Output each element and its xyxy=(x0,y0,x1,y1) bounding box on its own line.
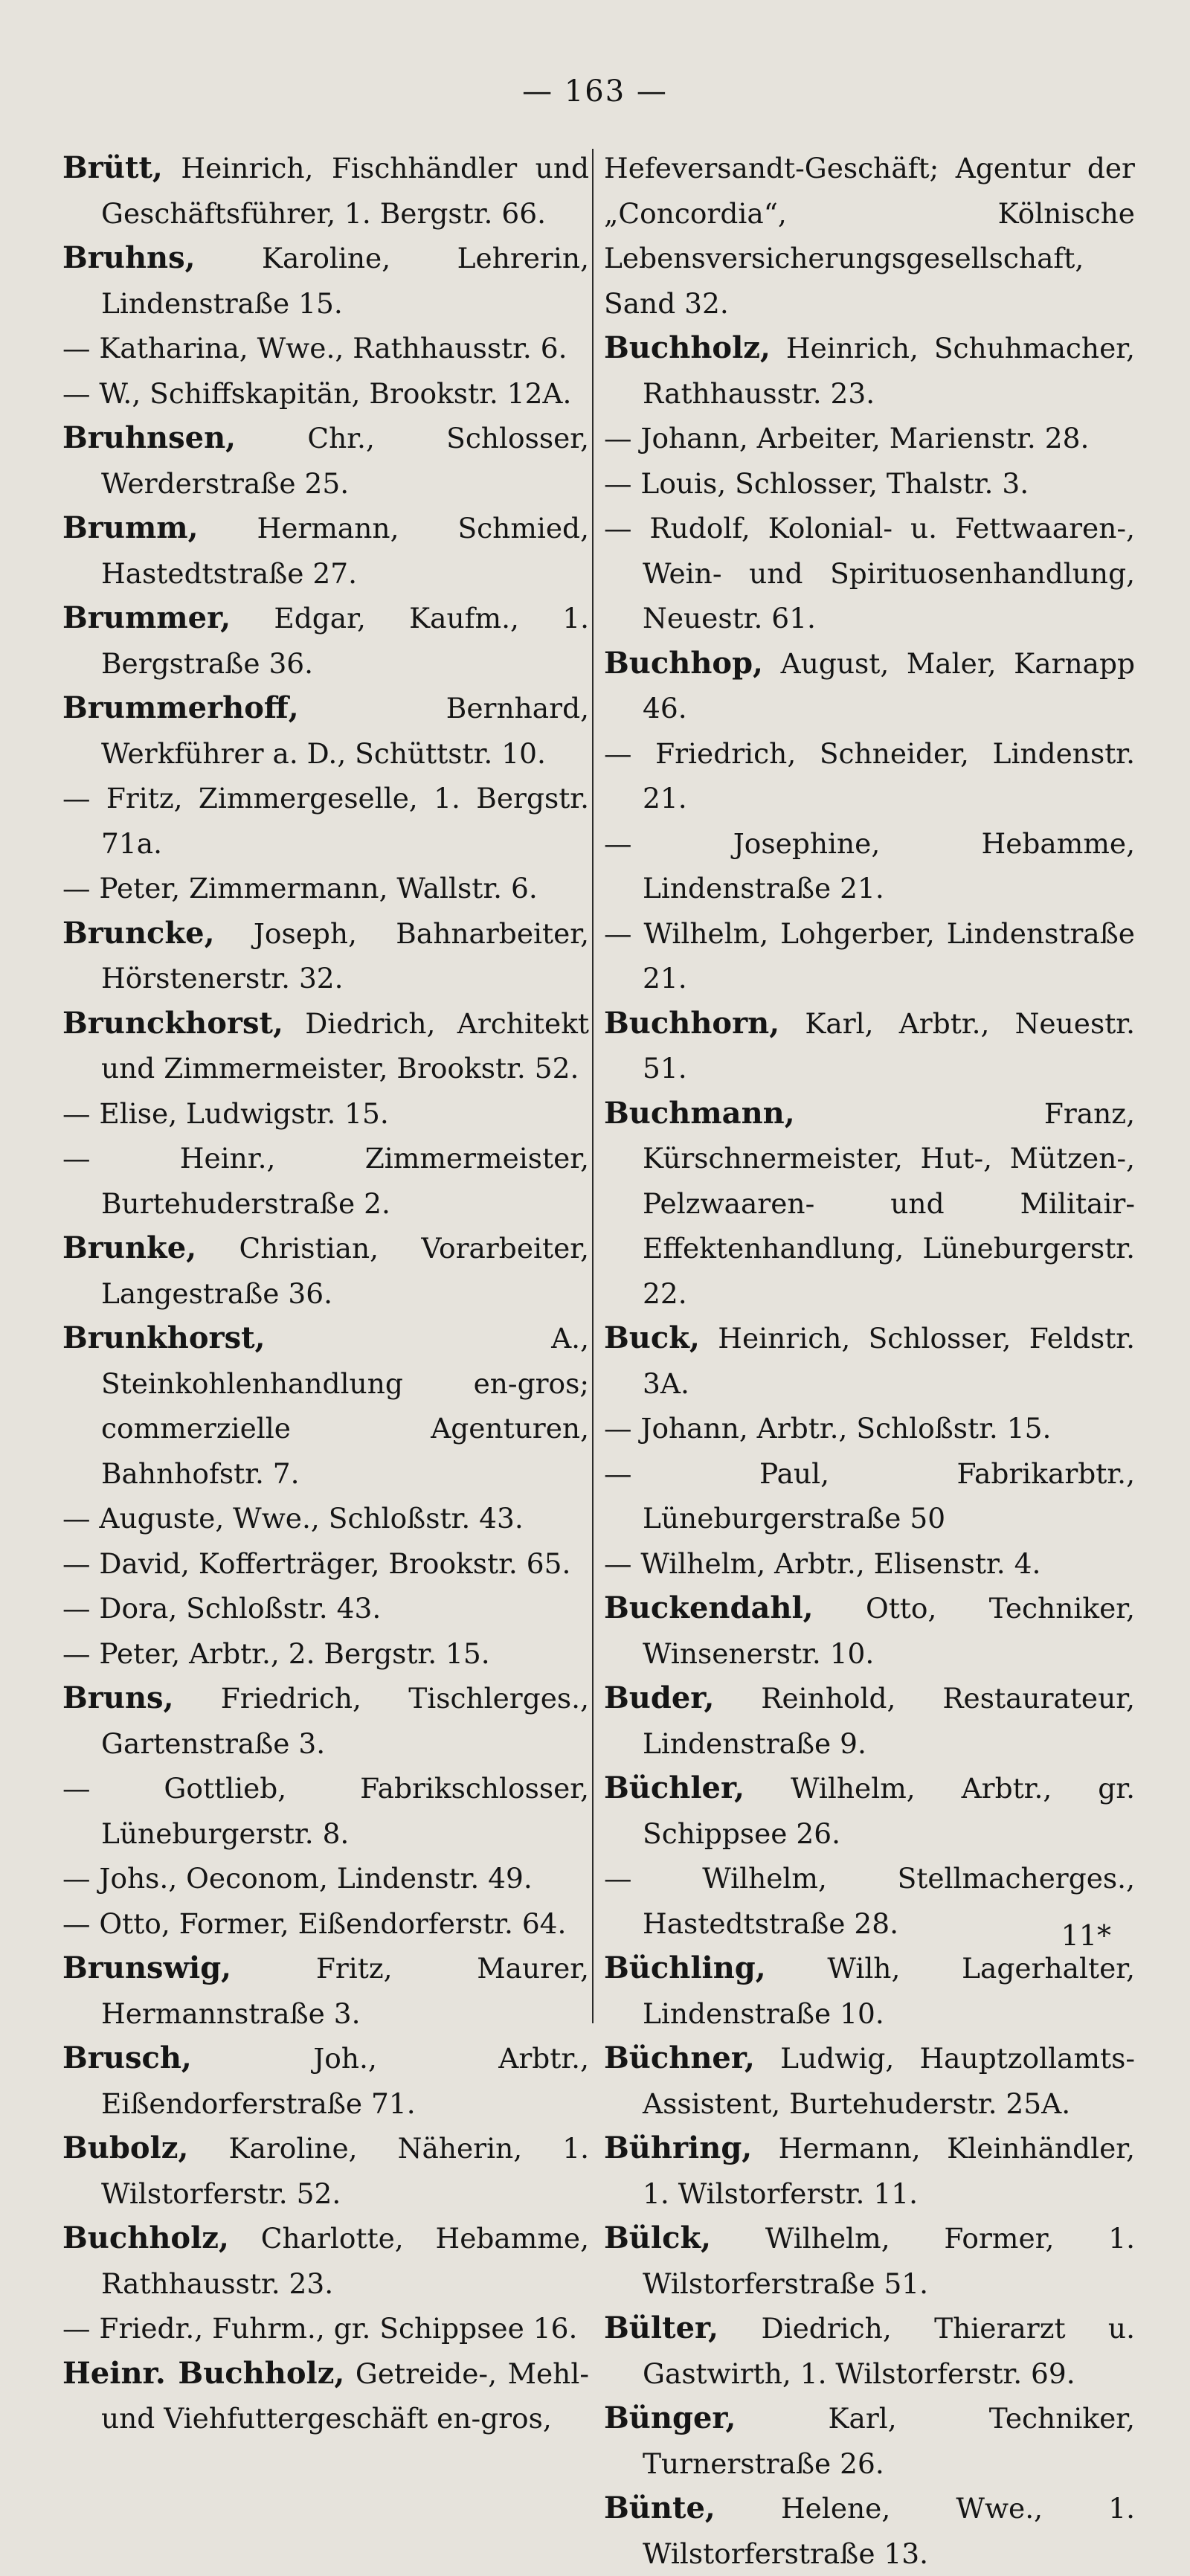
entry-details: Fritz, Maurer, Hermannstraße 3. xyxy=(101,1952,589,2030)
left-column xyxy=(62,146,589,2441)
directory-entry xyxy=(604,1001,1135,1091)
entry-details: Karl, Techniker, Turnerstraße 26. xyxy=(643,2402,1135,2480)
entry-details: — Gottlieb, Fabrikschlosser, Lüneburgerstr. 8. xyxy=(62,1772,589,1850)
entry-details: Joseph, Bahnarbeiter, Hörstenerstr. 32. xyxy=(101,916,589,995)
directory-entry xyxy=(62,146,589,236)
directory-entry xyxy=(62,1901,589,1947)
directory-entry xyxy=(62,1946,589,2036)
entry-details: Ludwig, Hauptzollamts-Assistent, Burtehuderstr. 25A. xyxy=(643,2042,1135,2120)
entry-details: — Johann, Arbtr., Schloßstr. 15. xyxy=(604,1412,1052,1445)
entry-details: — David, Kofferträger, Brookstr. 65. xyxy=(62,1546,571,1580)
entry-details: August, Maler, Karnapp 46. xyxy=(643,646,1135,725)
entry-details: Edgar, Kaufm., 1. Bergstraße 36. xyxy=(101,602,589,680)
entry-details: Hermann, Kleinhändler, 1. Wilstorferstr. 11. xyxy=(643,2132,1135,2210)
page-number: — 163 — xyxy=(522,74,668,109)
entry-details: Friedrich, Tischlerges., Gartenstraße 3. xyxy=(101,1682,589,1760)
directory-entry xyxy=(62,2036,589,2126)
entry-surname: Buchhorn, xyxy=(604,1005,780,1041)
entry-details: — Auguste, Wwe., Schloßstr. 43. xyxy=(62,1502,524,1535)
entry-surname: Brummer, xyxy=(62,600,231,635)
entry-surname: Buder, xyxy=(604,1680,715,1715)
directory-entry xyxy=(604,2036,1135,2126)
entry-surname: Büchner, xyxy=(604,2040,755,2075)
directory-entry xyxy=(604,1316,1135,1406)
entry-details: Chr., Schlosser, Werderstraße 25. xyxy=(101,422,589,500)
entry-surname: Brunke, xyxy=(62,1230,197,1265)
entry-details: — Josephine, Hebamme, Lindenstraße 21. xyxy=(604,826,1135,905)
entry-details: Hermann, Schmied, Hastedtstraße 27. xyxy=(101,512,589,590)
directory-entry xyxy=(604,821,1135,911)
directory-entry xyxy=(62,371,589,417)
directory-entry xyxy=(62,1676,589,1766)
entry-surname: Bruncke, xyxy=(62,915,215,951)
entry-details: — Elise, Ludwigstr. 15. xyxy=(62,1096,389,1130)
entry-details: Diedrich, Architekt und Zimmermeister, Brookstr. 52. xyxy=(101,1006,589,1085)
directory-entry xyxy=(604,2306,1135,2396)
entry-surname: Bruhnsen, xyxy=(62,420,237,455)
directory-entry xyxy=(604,911,1135,1001)
directory-entry xyxy=(62,1766,589,1856)
entry-details: Wilhelm, Arbtr., gr. Schippsee 26. xyxy=(643,1772,1135,1850)
entry-details: — Peter, Arbtr., 2. Bergstr. 15. xyxy=(62,1637,490,1670)
column-rule xyxy=(592,149,594,2023)
directory-entry xyxy=(62,1001,589,1091)
directory-entry xyxy=(604,1766,1135,1856)
directory-entry xyxy=(604,2396,1135,2486)
entry-surname: Brumm, xyxy=(62,510,199,545)
directory-entry xyxy=(604,1406,1135,1451)
directory-entry xyxy=(62,236,589,326)
directory-entry xyxy=(604,1091,1135,1317)
directory-entry xyxy=(604,461,1135,507)
entry-details: Wilhelm, Former, 1. Wilstorferstraße 51. xyxy=(643,2222,1135,2300)
entry-details: Reinhold, Restaurateur, Lindenstraße 9. xyxy=(643,1682,1135,1760)
entry-details: — W., Schiffskapitän, Brookstr. 12A. xyxy=(62,376,572,410)
entry-details: Christian, Vorarbeiter, Langestraße 36. xyxy=(101,1232,589,1310)
entry-details: — Friedrich, Schneider, Lindenstr. 21. xyxy=(604,736,1135,815)
directory-entry xyxy=(62,326,589,371)
directory-entry xyxy=(62,1091,589,1137)
entry-surname: Bünte, xyxy=(604,2490,715,2525)
entry-details: — Wilhelm, Stellmacherges., Hastedtstraße 28. xyxy=(604,1862,1135,1940)
directory-entry xyxy=(604,731,1135,821)
entry-surname: Bühring, xyxy=(604,2130,753,2165)
entry-details: — Friedr., Fuhrm., gr. Schippsee 16. xyxy=(62,2312,578,2345)
entry-surname: Büchler, xyxy=(604,1770,745,1805)
entry-surname: Bruhns, xyxy=(62,240,196,275)
entry-details: Hefeversandt-Geschäft; Agentur der „Concordia“, Kölnische Lebensversicherungsgesellschaft, Sand 32. xyxy=(604,152,1135,320)
entry-surname: Bruns, xyxy=(62,1680,174,1715)
directory-entry xyxy=(62,1226,589,1316)
directory-entry xyxy=(604,416,1135,461)
entry-details: Karoline, Näherin, 1. Wilstorferstr. 52. xyxy=(101,2132,589,2210)
entry-details: — Johann, Arbeiter, Marienstr. 28. xyxy=(604,422,1090,455)
entry-surname: Büchling, xyxy=(604,1950,766,1985)
entry-details: A., Steinkohlenhandlung en-gros; commerzielle Agenturen, Bahnhofstr. 7. xyxy=(101,1322,589,1490)
directory-entry xyxy=(62,2216,589,2306)
directory-entry xyxy=(62,1316,589,1496)
directory-entry xyxy=(62,506,589,596)
entry-details: Helene, Wwe., 1. Wilstorferstraße 13. xyxy=(643,2492,1135,2570)
directory-entry xyxy=(62,1541,589,1587)
directory-entry xyxy=(62,686,589,776)
entry-surname: Brütt, xyxy=(62,150,163,185)
entry-details: Karl, Arbtr., Neuestr. 51. xyxy=(643,1006,1135,1085)
entry-details: Bernhard, Werkführer a. D., Schüttstr. 10. xyxy=(101,692,589,770)
entry-surname: Buckendahl, xyxy=(604,1590,814,1625)
entry-details: Heinrich, Fischhändler und Geschäftsführer, 1. Bergstr. 66. xyxy=(101,152,589,230)
entry-surname: Bülter, xyxy=(604,2310,719,2345)
entry-surname: Bünger, xyxy=(604,2400,736,2435)
entry-surname: Buchholz, xyxy=(604,330,771,365)
directory-entry xyxy=(604,2486,1135,2576)
directory-entry xyxy=(62,1631,589,1677)
entry-surname: Heinr. Buchholz, xyxy=(62,2355,345,2391)
entry-surname: Buck, xyxy=(604,1320,700,1355)
entry-details: — Heinr., Zimmermeister, Burtehuderstraße 2. xyxy=(62,1142,589,1220)
entry-details: Getreide-, Mehl- und Viehfuttergeschäft en-gros, xyxy=(101,2357,589,2435)
directory-entry xyxy=(62,2126,589,2216)
directory-entry xyxy=(604,1856,1135,1946)
directory-entry xyxy=(62,866,589,911)
directory-entry xyxy=(604,1586,1135,1676)
entry-details: — Fritz, Zimmergeselle, 1. Bergstr. 71a. xyxy=(62,782,589,860)
directory-entry xyxy=(62,416,589,506)
directory-entry xyxy=(604,1451,1135,1541)
entry-surname: Brusch, xyxy=(62,2040,192,2075)
entry-surname: Brummerhoff, xyxy=(62,690,299,725)
directory-entry xyxy=(604,506,1135,641)
directory-entry xyxy=(604,2126,1135,2216)
entry-details: Otto, Techniker, Winsenerstr. 10. xyxy=(643,1592,1135,1670)
directory-entry xyxy=(604,146,1135,326)
directory-entry xyxy=(62,911,589,1001)
directory-entry xyxy=(62,2351,589,2441)
entry-details: — Peter, Zimmermann, Wallstr. 6. xyxy=(62,872,538,905)
directory-entry xyxy=(604,1676,1135,1766)
directory-entry xyxy=(604,2216,1135,2306)
directory-entry xyxy=(62,1496,589,1541)
entry-details: Karoline, Lehrerin, Lindenstraße 15. xyxy=(101,242,589,320)
entry-details: — Katharina, Wwe., Rathhausstr. 6. xyxy=(62,332,567,364)
directory-entry xyxy=(62,1586,589,1631)
entry-surname: Brunswig, xyxy=(62,1950,232,1985)
entry-details: Joh., Arbtr., Eißendorferstraße 71. xyxy=(101,2042,589,2120)
entry-details: — Otto, Former, Eißendorferstr. 64. xyxy=(62,1907,567,1940)
entry-details: Heinrich, Schlosser, Feldstr. 3A. xyxy=(643,1322,1135,1400)
entry-details: Wilh, Lagerhalter, Lindenstraße 10. xyxy=(643,1952,1135,2030)
entry-details: — Johs., Oeconom, Lindenstr. 49. xyxy=(62,1862,533,1895)
entry-details: Diedrich, Thierarzt u. Gastwirth, 1. Wilstorferstr. 69. xyxy=(643,2312,1135,2390)
entry-details: — Wilhelm, Arbtr., Elisenstr. 4. xyxy=(604,1546,1041,1580)
directory-entry xyxy=(604,1541,1135,1587)
entry-details: Heinrich, Schuhmacher, Rathhausstr. 23. xyxy=(643,332,1135,410)
directory-entry xyxy=(62,596,589,686)
entry-details: — Paul, Fabrikarbtr., Lüneburgerstraße 50 xyxy=(604,1456,1135,1535)
entry-surname: Bülck, xyxy=(604,2220,712,2255)
entry-details: — Wilhelm, Lohgerber, Lindenstraße 21. xyxy=(604,916,1135,995)
entry-details: — Rudolf, Kolonial- u. Fettwaaren-, Wein- und Spirituosenhandlung, Neuestr. 61. xyxy=(604,512,1135,635)
directory-entry xyxy=(62,776,589,866)
entry-surname: Buchhop, xyxy=(604,645,763,681)
entry-details: — Dora, Schloßstr. 43. xyxy=(62,1592,382,1625)
entry-surname: Brunkhorst, xyxy=(62,1320,266,1355)
entry-surname: Buchmann, xyxy=(604,1095,795,1131)
directory-entry xyxy=(62,2306,589,2351)
entry-surname: Buchholz, xyxy=(62,2220,229,2255)
right-column xyxy=(604,146,1135,2576)
directory-entry xyxy=(604,326,1135,416)
directory-entry xyxy=(604,641,1135,731)
entry-surname: Brunckhorst, xyxy=(62,1005,283,1041)
entry-surname: Bubolz, xyxy=(62,2130,189,2165)
entry-details: Charlotte, Hebamme, Rathhausstr. 23. xyxy=(101,2222,589,2300)
directory-entry xyxy=(62,1136,589,1226)
directory-entry xyxy=(604,1946,1135,2036)
entry-details: — Louis, Schlosser, Thalstr. 3. xyxy=(604,466,1029,500)
entry-details: Franz, Kürschnermeister, Hut-, Mützen-, Pelzwaaren- und Militair-Effektenhandlung, Lüneburgerstr. 22. xyxy=(643,1096,1135,1310)
directory-entry xyxy=(62,1856,589,1901)
footer-signature-mark: 11* xyxy=(1061,1919,1111,1952)
